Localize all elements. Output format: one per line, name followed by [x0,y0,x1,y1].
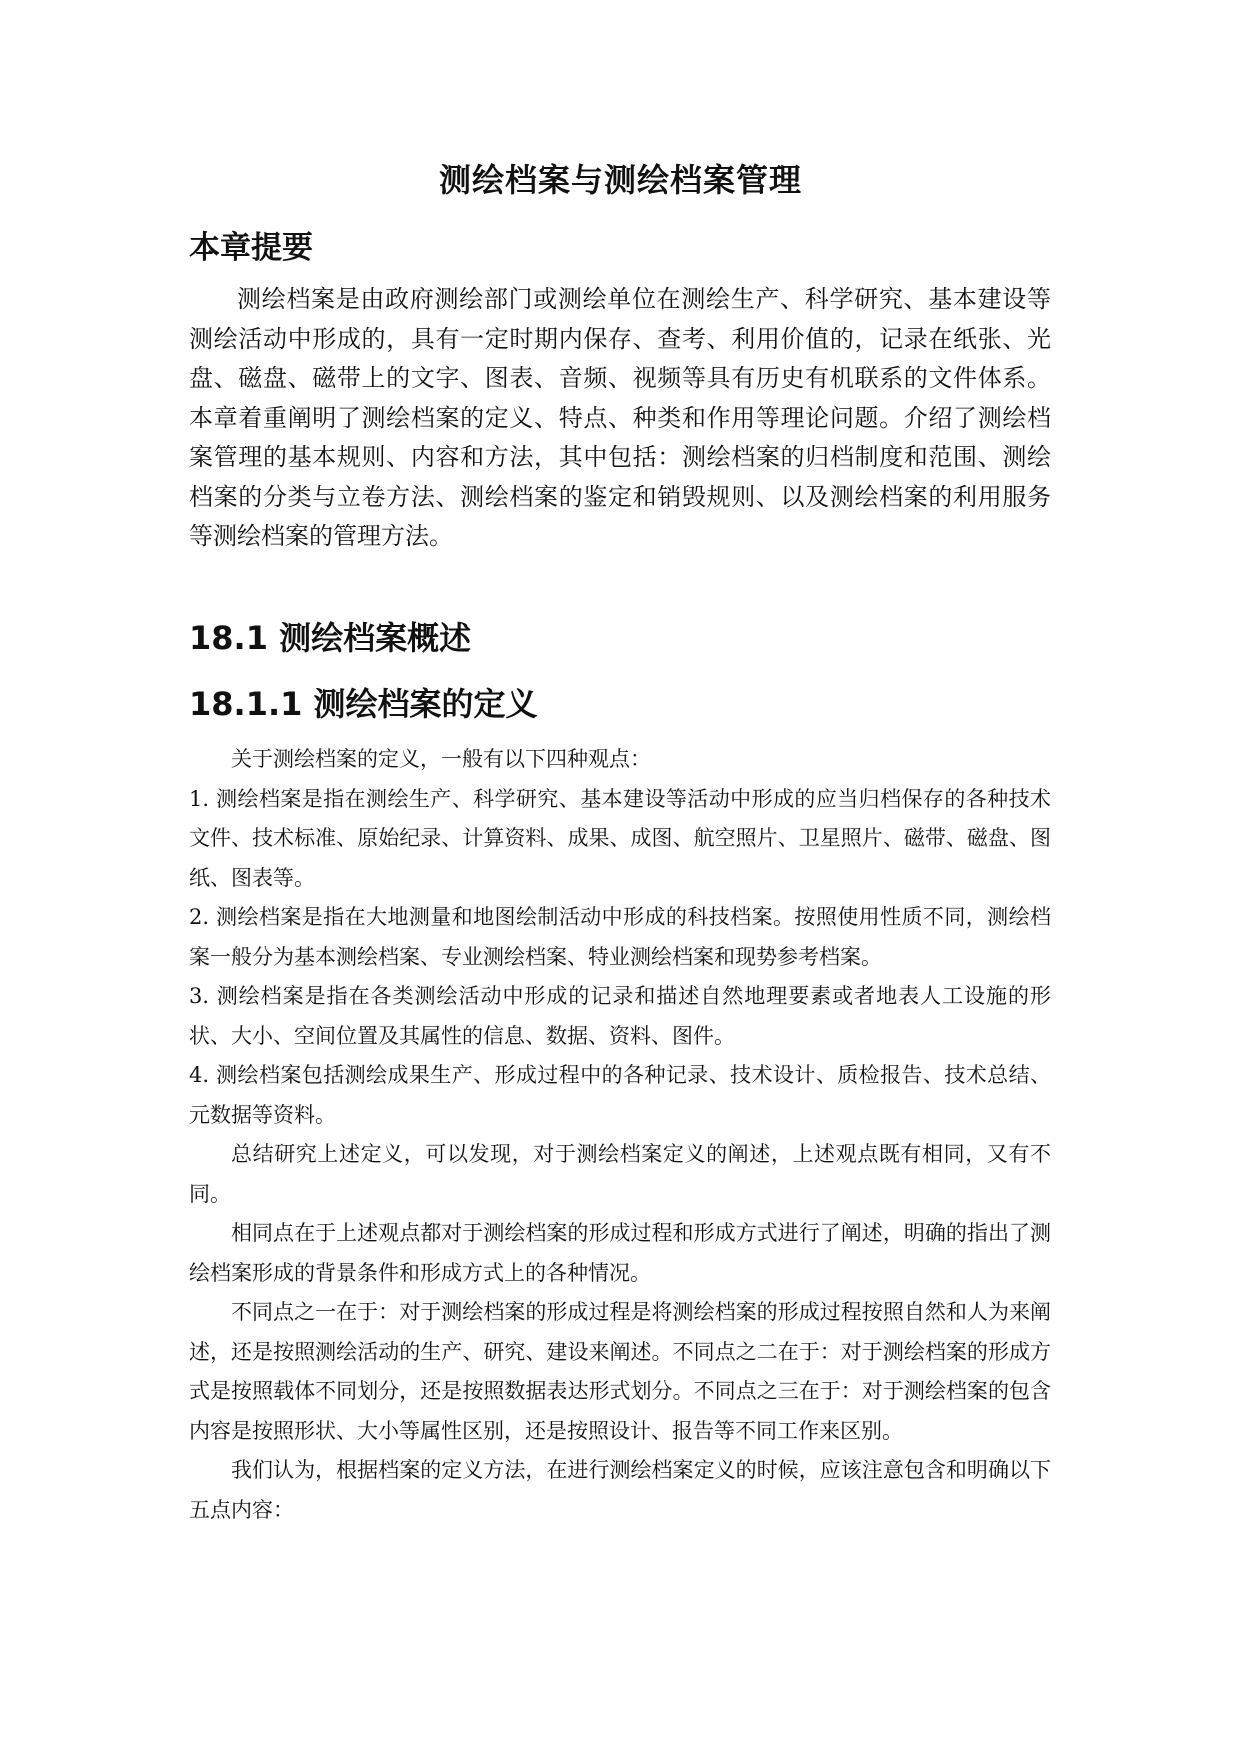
document-title: 测绘档案与测绘档案管理 [438,161,802,199]
definition-item: 4. 测绘档案包括测绘成果生产、形成过程中的各种记录、技术设计、质检报告、技术总结、元数据等资料。 [189,1063,1051,1127]
subsection-heading: 18.1.1 测绘档案的定义 [189,685,538,723]
body-text [189,740,1051,1530]
definition-item: 3. 测绘档案是指在各类测绘活动中形成的记录和描述自然地理要素或者地表人工设施的形状、大小、空间位置及其属性的信息、数据、资料、图件。 [189,984,1051,1048]
body-paragraph: 不同点之一在于：对于测绘档案的形成过程是将测绘档案的形成过程按照自然和人为来阐述，还是按照测绘活动的生产、研究、建设来阐述。不同点之二在于：对于测绘档案的形成方式是按照载体不同划分，还是按照数据表达形式划分。不同点之三在于：对于测绘档案的包含内容是按照形状、大小等属性区别，还是按照设计、报告等不同工作来区别。 [189,1300,1051,1443]
definition-item: 2. 测绘档案是指在大地测量和地图绘制活动中形成的科技档案。按照使用性质不同，测绘档案一般分为基本测绘档案、专业测绘档案、特业测绘档案和现势参考档案。 [189,905,1051,969]
body-paragraph: 我们认为，根据档案的定义方法，在进行测绘档案定义的时候，应该注意包含和明确以下五点内容： [189,1458,1051,1522]
chapter-summary-heading: 本章提要 [189,230,313,266]
definition-item: 1. 测绘档案是指在测绘生产、科学研究、基本建设等活动中形成的应当归档保存的各种技术文件、技术标准、原始纪录、计算资料、成果、成图、航空照片、卫星照片、磁带、磁盘、图纸、图表等。 [189,786,1051,890]
body-paragraph: 相同点在于上述观点都对于测绘档案的形成过程和形成方式进行了阐述，明确的指出了测绘档案形成的背景条件和形成方式上的各种情况。 [189,1221,1051,1285]
body-paragraph: 总结研究上述定义，可以发现，对于测绘档案定义的阐述，上述观点既有相同，又有不同。 [189,1142,1051,1206]
chapter-summary-text: 测绘档案是由政府测绘部门或测绘单位在测绘生产、科学研究、基本建设等测绘活动中形成的，具有一定时期内保存、查考、利用价值的，记录在纸张、光盘、磁盘、磁带上的文字、图表、音频、视频等具有历史有机联系的文件体系。本章着重阐明了测绘档案的定义、特点、种类和作用等理论问题。介绍了测绘档案管理的基本规则、内容和方法，其中包括：测绘档案的归档制度和范围、测绘档案的分类与立卷方法、测绘档案的鉴定和销毁规则、以及测绘档案的利用服务等测绘档案的管理方法。 [189,285,1051,550]
section-heading: 18.1 测绘档案概述 [189,619,472,657]
intro-paragraph: 关于测绘档案的定义，一般有以下四种观点： [231,747,651,771]
